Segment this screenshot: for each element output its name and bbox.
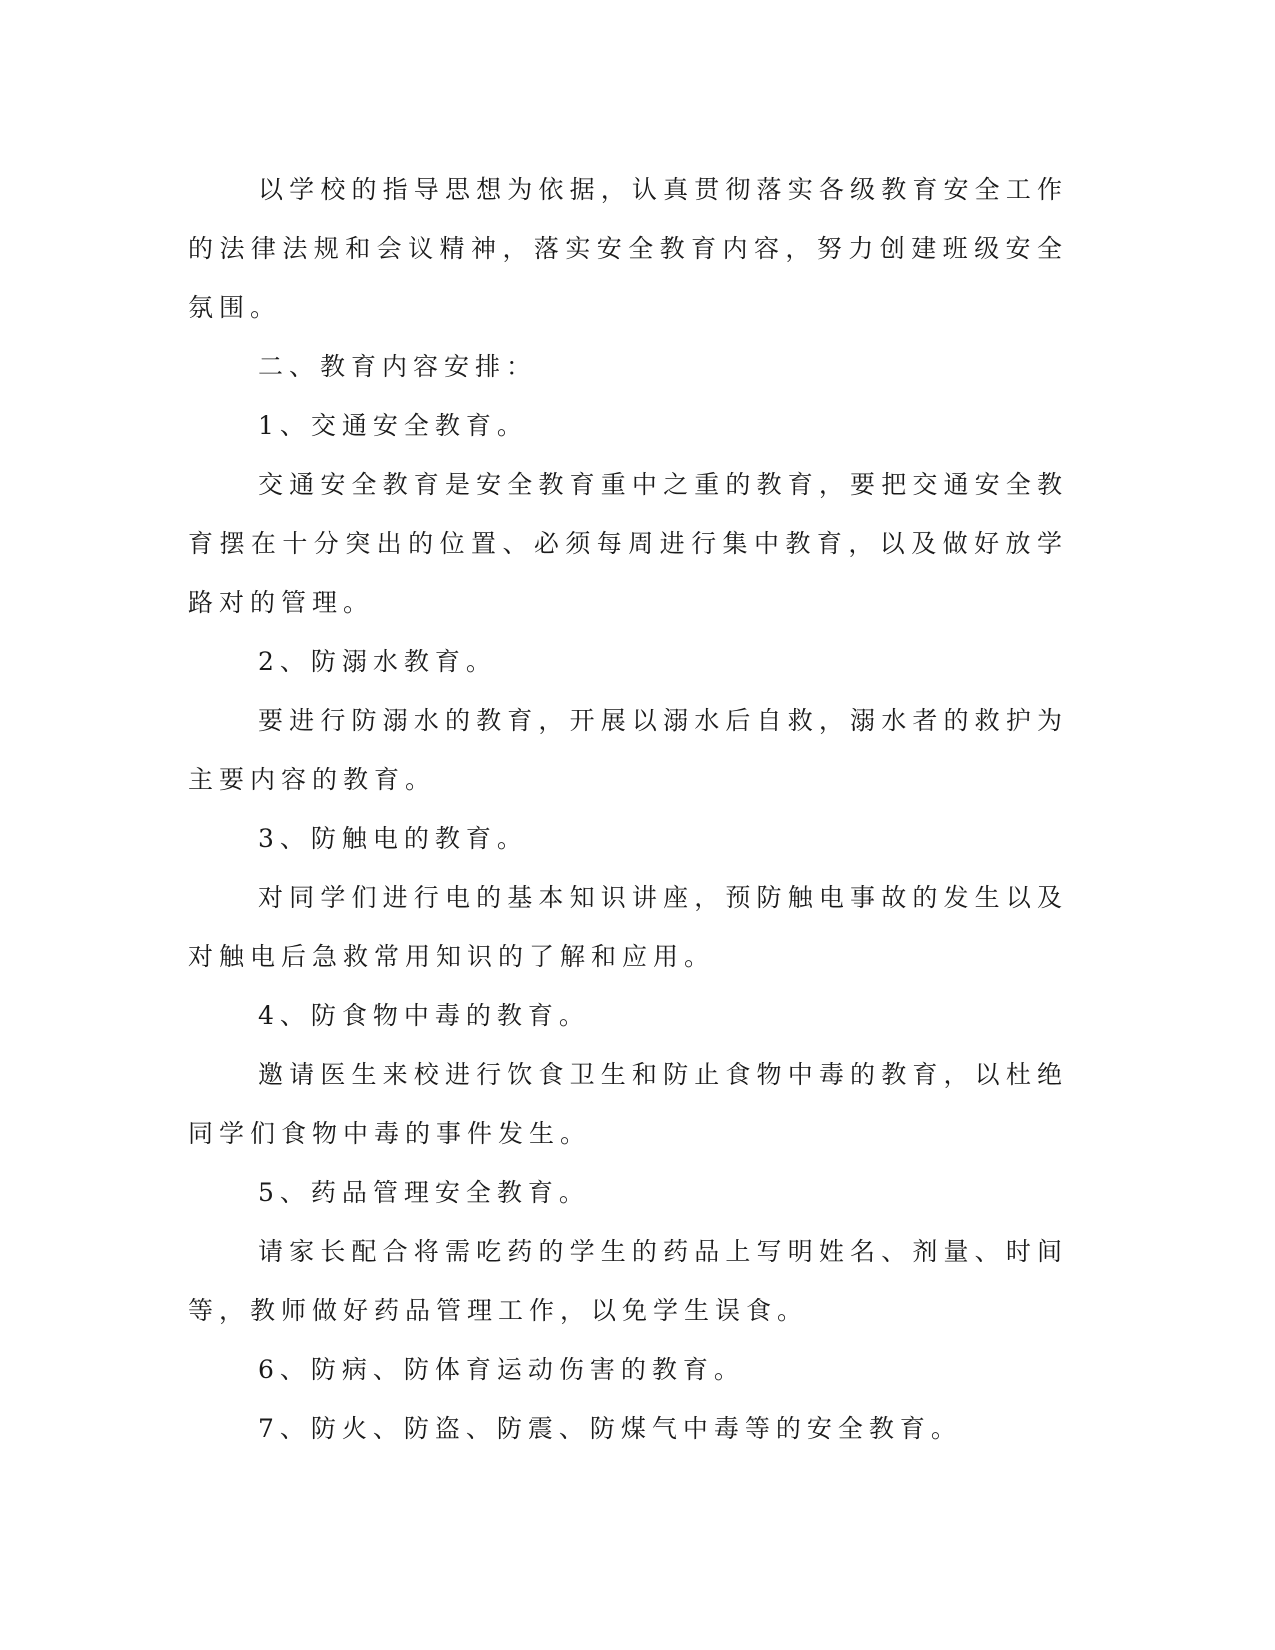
item-heading-disease-sports-injury: 6、防病、防体育运动伤害的教育。 [258, 1355, 745, 1384]
paragraph-electric-shock: 对同学们进行电的基本知识讲座，预防触电事故的发生以及对触电后急救常用知识的了解和应用。 [188, 883, 1068, 971]
item-heading-food-poisoning: 4、防食物中毒的教育。 [258, 1001, 590, 1030]
paragraph-medicine-management: 请家长配合将需吃药的学生的药品上写明姓名、剂量、时间等，教师做好药品管理工作，以免学生误食。 [188, 1237, 1068, 1325]
paragraph-guiding-principle: 以学校的指导思想为依据，认真贯彻落实各级教育安全工作的法律法规和会议精神，落实安全教育内容，努力创建班级安全氛围。 [188, 175, 1068, 322]
item-heading-electric-shock: 3、防触电的教育。 [258, 824, 528, 853]
item-heading-fire-theft-quake-gas: 7、防火、防盗、防震、防煤气中毒等的安全教育。 [258, 1414, 962, 1443]
paragraph-traffic-safety: 交通安全教育是安全教育重中之重的教育，要把交通安全教育摆在十分突出的位置、必须每周进行集中教育，以及做好放学路对的管理。 [188, 470, 1068, 617]
document-body [188, 160, 1068, 1458]
paragraph-food-poisoning: 邀请医生来校进行饮食卫生和防止食物中毒的教育，以杜绝同学们食物中毒的事件发生。 [188, 1060, 1068, 1148]
item-heading-traffic-safety: 1、交通安全教育。 [258, 411, 528, 440]
paragraph-drowning-prevention: 要进行防溺水的教育，开展以溺水后自救，溺水者的救护为主要内容的教育。 [188, 706, 1068, 794]
section-heading-education-content: 二、教育内容安排： [258, 352, 538, 381]
item-heading-drowning-prevention: 2、防溺水教育。 [258, 647, 497, 676]
item-heading-medicine-management: 5、药品管理安全教育。 [258, 1178, 590, 1207]
